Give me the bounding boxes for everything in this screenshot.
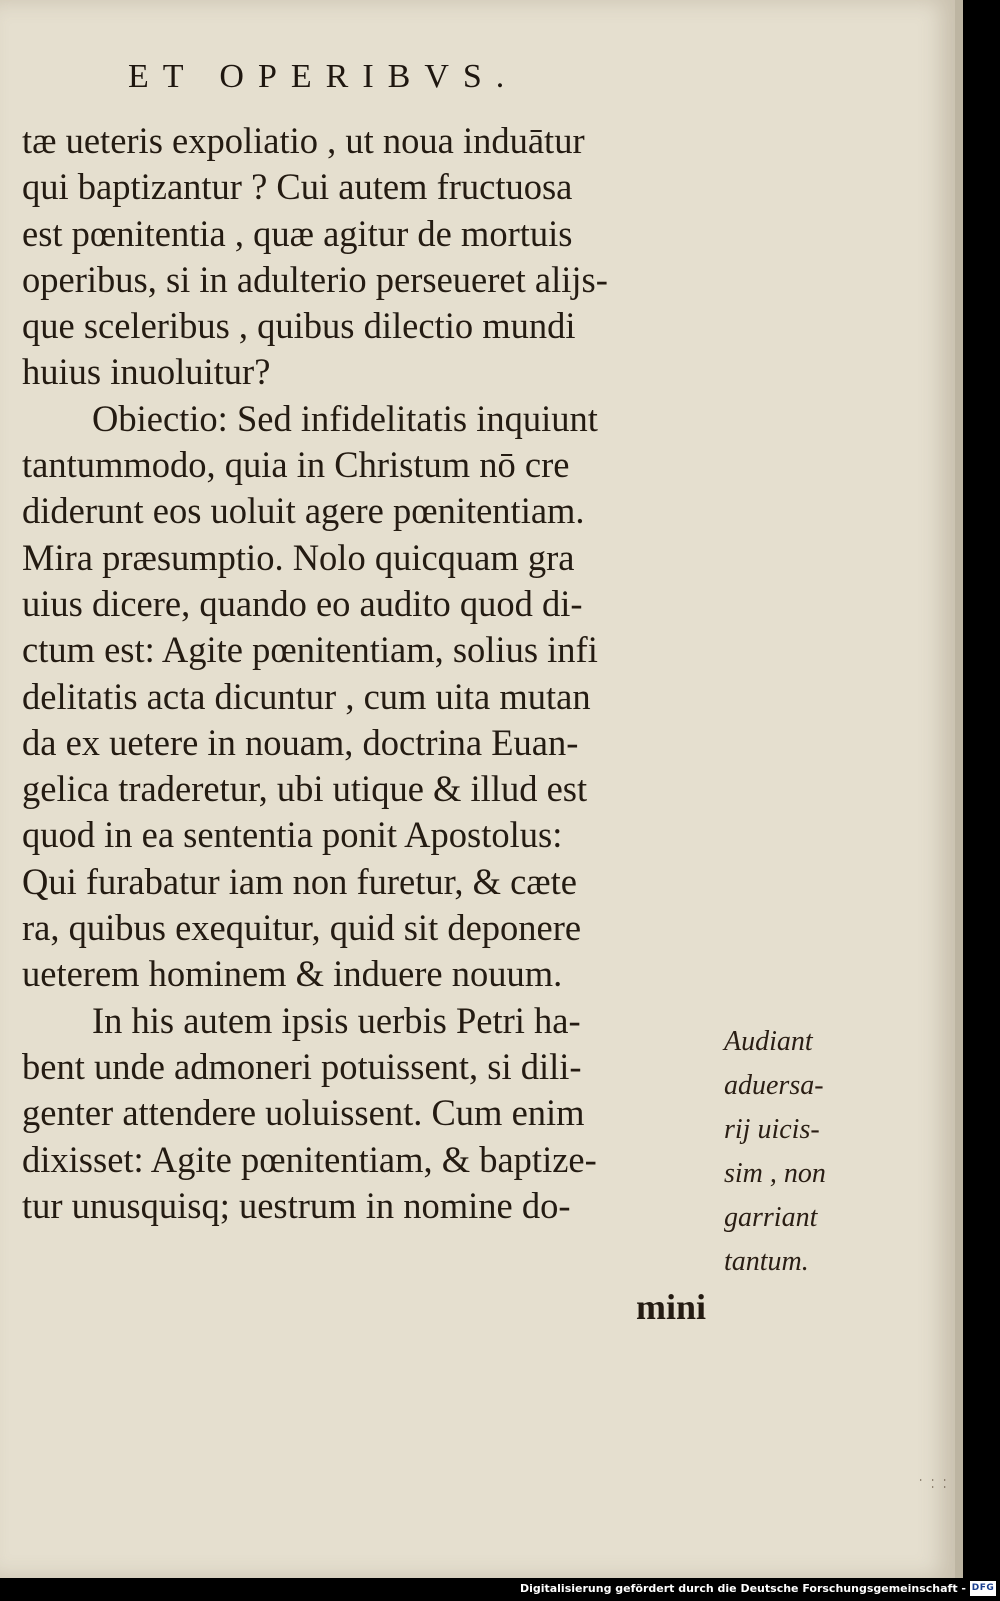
text-line: diderunt eos uoluit agere pœnitentiam. [22,490,585,532]
text-line: est pœnitentia , quæ agitur de mortuis [22,212,573,254]
text-line: tur unusquisq; uestrum in nomine do- [22,1184,571,1226]
text-line: ctum est: Agite pœnitentiam, solius infi [22,629,598,671]
body-text [22,118,712,1229]
marginal-note-line: garriant [724,1202,818,1233]
text-line: ueterem hominem & induere nouum. [22,953,563,995]
text-line: ra, quibus exequitur, quid sit deponere [22,907,582,949]
text-line: qui baptizantur ? Cui autem fructuosa [22,166,573,208]
text-line: dixisset: Agite pœnitentiam, & baptize- [22,1138,597,1180]
text-line: gelica traderetur, ubi utique & illud est [22,768,588,810]
text-line: uius dicere, quando eo audito quod di- [22,582,583,624]
marginal-note-line: Audiant [724,1026,813,1057]
funding-credit: Digitalisierung gefördert durch die Deutsche Forschungsgemeinschaft - [519,1582,966,1595]
text-line: Qui furabatur iam non furetur, & cæte [22,860,577,902]
text-line: huius inuoluitur? [22,351,271,393]
catchword: mini [636,1287,707,1327]
page-edge-marks: · · · · · [914,1478,952,1489]
text-line: Obiectio: Sed infidelitatis inquiunt [92,397,598,439]
dfg-logo-icon: DFG [970,1581,996,1596]
marginal-note-line: rij uicis- [724,1114,820,1145]
footer-bar [0,1578,1000,1601]
marginal-note [724,1020,884,1284]
running-head: ET OPERIBVS. [128,58,519,95]
text-line: operibus, si in adulterio perseueret alijs- [22,258,608,300]
marginal-note-line: tantum. [724,1246,809,1277]
text-line: In his autem ipsis uerbis Petri ha- [92,999,581,1041]
text-line: bent unde admoneri potuissent, si dili- [22,1045,582,1087]
text-line: da ex uetere in nouam, doctrina Euan- [22,721,579,763]
marginal-note-line: aduersa- [724,1070,824,1101]
text-line: tantummodo, quia in Christum nō cre [22,444,570,486]
text-line: delitatis acta dicuntur , cum uita mutan [22,675,591,717]
marginal-note-line: sim , non [724,1158,826,1189]
text-line: Mira præsumptio. Nolo quicquam gra [22,536,575,578]
text-line: tæ ueteris expoliatio , ut noua induātur [22,120,585,161]
text-line: quod in ea sententia ponit Apostolus: [22,814,563,856]
text-line: que sceleribus , quibus dilectio mundi [22,305,576,347]
text-line: genter attendere uoluissent. Cum enim [22,1092,585,1134]
